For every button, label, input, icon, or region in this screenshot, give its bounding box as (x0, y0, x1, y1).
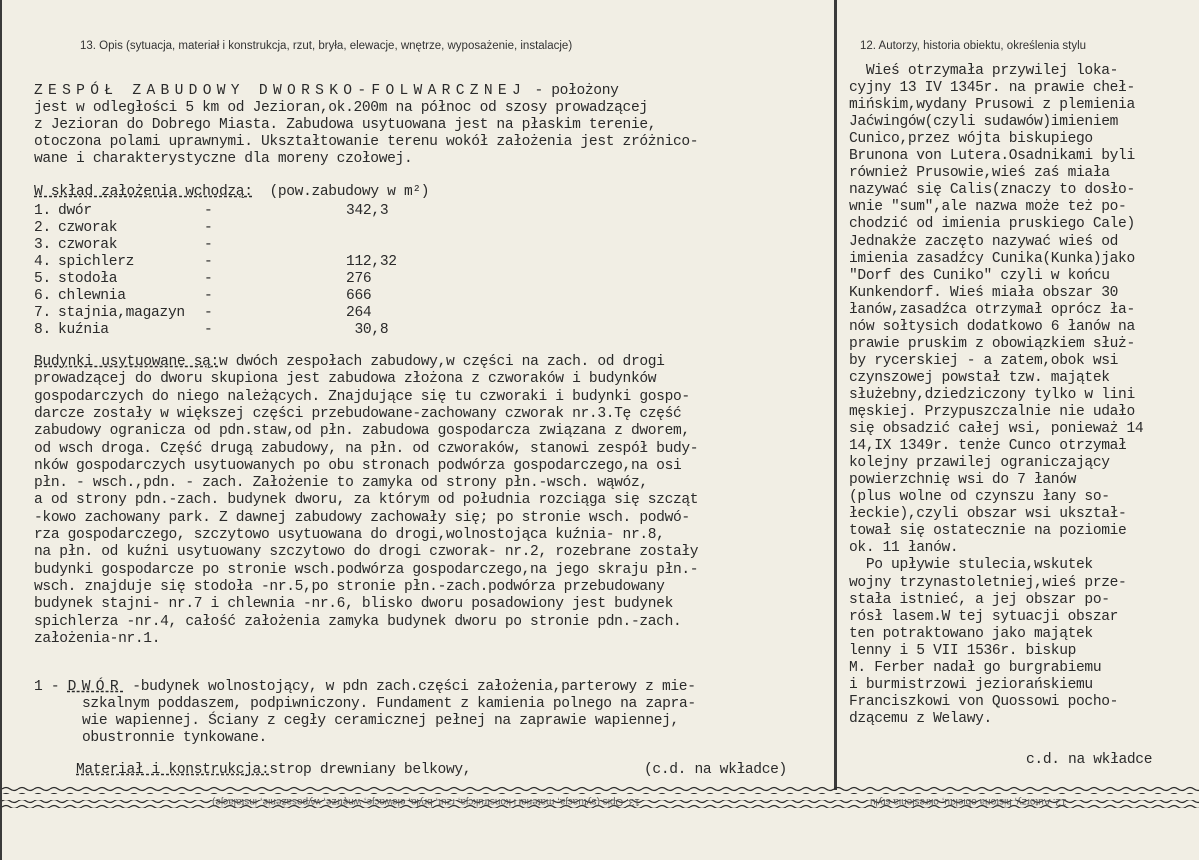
item-value: 666 (346, 288, 372, 304)
history-line: łeckie),czyli obszar wsi ukształ- (849, 506, 1127, 523)
history-line: Kunkendorf. Wieś miała obszar 30 (849, 284, 1119, 301)
dwor-title: DWÓR (67, 679, 124, 695)
dwor-line: wie wapiennej. Ściany z cegły ceramicznej pełnej na zaprawie wapiennej, (82, 713, 679, 729)
dwor-prefix: 1 - (34, 679, 68, 695)
item-num: 6. (34, 288, 51, 304)
buildings-first-line (34, 354, 665, 371)
right-continued-note: c.d. na wkładce (1026, 752, 1153, 768)
item-dash: - (204, 322, 213, 338)
intro-line: z Jezioran do Dobrego Miasta. Zabudowa usytuowana jest na płaskim terenie, (34, 117, 657, 133)
buildings-heading: Budynki usytuowane są: (34, 354, 219, 370)
item-value: 264 (346, 305, 372, 321)
dwor-line-0: -budynek wolnostojący, w pdn zach.części założenia,parterowy z mie- (123, 679, 696, 695)
intro-first-line (34, 83, 619, 100)
history-line: ten potraktowano jako majątek (849, 625, 1093, 642)
intro-line: wane i charakterystyczne dla moreny czołowej. (34, 151, 413, 167)
history-line: Jaćwingów(czyli sudawów)imieniem (849, 114, 1119, 131)
buildings-line: płn. - wsch.,pdn. - zach. Założenie to zamyka od strony płn.-wsch. wąwóz, (34, 475, 648, 492)
history-line: Cunico,przez wójta biskupiego (849, 131, 1093, 148)
history-line: łanów,zasadźca otrzymał oprócz ła- (849, 301, 1135, 318)
dwor-line: obustronnie tynkowane. (82, 730, 267, 746)
history-line: Brunona von Lutera.Osadnikami byli (849, 148, 1135, 165)
item-dash: - (204, 305, 213, 321)
intro-line: otoczona polami uprawnymi. Ukształtowanie terenu wokół założenia jest zróżnico- (34, 134, 699, 150)
item-name: stodoła (58, 271, 118, 287)
history-line: wnie "sum",ale nazwa może też po- (849, 199, 1127, 216)
buildings-line: budynki gospodarcze po stronie wsch.podwórza gospodarczego,na jego skraju płn.- (34, 561, 699, 578)
intro-line-0: - położony (526, 83, 619, 99)
history-line: się obsadzić całej wsi, ponieważ 14 (849, 421, 1144, 438)
history-line: M. Ferber nadał go burgrabiemu (849, 659, 1102, 676)
intro-line: jest w odległości 5 km od Jezioran,ok.200m na północ od szosy prowadzącej (34, 100, 648, 116)
history-line: 14,IX 1349r. tenże Cunco otrzymał (849, 438, 1127, 455)
item-value: 342,3 (346, 203, 389, 219)
history-line: prawie pruskim z obowiązkiem służ- (849, 335, 1135, 352)
history-line: dzącemu z Welawy. (849, 710, 992, 727)
buildings-line: budynek stajni- nr.7 i chlewnia -nr.6, blisko dworu posadowiony jest budynek (34, 596, 673, 613)
item-num: 1. (34, 203, 51, 219)
buildings-line: gospodarczych do niego należących. Znajdujące się tu czworaki i budynki gospo- (34, 388, 690, 405)
buildings-line: nków gospodarczych usytuowanych po obu stronach podwórza gospodarczego,na osi (34, 457, 682, 474)
item-name: kuźnia (58, 322, 109, 338)
history-line: Franciszkowi von Quossowi pocho- (849, 693, 1119, 710)
list-heading-row (34, 184, 429, 201)
history-line: nazywać się Calis(znaczy to dosło- (849, 182, 1135, 199)
history-line: nów sołtysich dodatkowo 6 łanów na (849, 318, 1135, 335)
history-line: również Prusowie,wieś zaś miała (849, 165, 1110, 182)
history-line: i burmistrzowi jeziorańskiemu (849, 676, 1093, 693)
buildings-line: na płn. od kuźni usytuowany szczytowo do drogi czworak- nr.2, rozebrane zostały (34, 544, 699, 561)
buildings-line: spichlerza -nr.4, całość założenia zamyka budynek dworu po stronie pdn.-zach. (34, 613, 682, 630)
item-value: 276 (346, 271, 372, 287)
item-name: dwór (58, 203, 92, 219)
history-line: (plus wolne od czynszu łany so- (849, 489, 1110, 506)
history-line: mińskim,wydany Prusowi z plemienia (849, 97, 1135, 114)
buildings-line: rza gospodarczego, szczytowo usytuowana do drogi,wolnostojąca kuźnia- nr.8, (34, 527, 665, 543)
history-line: wojny trzynastoletniej,wieś prze- (849, 574, 1127, 591)
item-name: spichlerz (58, 254, 135, 270)
history-line: tował się ostatecznie na poziomie (849, 523, 1127, 540)
history-line: kolejny przawilej ograniczający (849, 455, 1110, 472)
section-12-header: 12. Autorzy, historia obiektu, określenia stylu (860, 40, 1087, 52)
list-unit: (pow.zabudowy w m²) (269, 184, 430, 200)
mirrored-header-right: 12. Autorzy, historia obiektu, określenia stylu (870, 796, 1067, 807)
item-dash: - (204, 237, 213, 253)
item-name: chlewnia (58, 288, 126, 304)
dwor-line: szkalnym poddaszem, podpiwniczony. Fundament z kamienia polnego na zapra- (82, 696, 696, 712)
item-dash: - (204, 220, 213, 236)
item-num: 8. (34, 322, 51, 338)
section-13-header: 13. Opis (sytuacja, materiał i konstrukcja, rzut, bryła, elewacje, wnętrze, wyposażenie, instalacje) (80, 40, 573, 52)
item-dash: - (204, 203, 213, 219)
left-continued-note: (c.d. na wkładce) (644, 762, 787, 778)
history-line: czynszowej powstał tzw. majątek (849, 369, 1110, 386)
item-dash: - (204, 288, 213, 304)
history-line: Wieś otrzymała przywilej loka- (849, 63, 1119, 79)
history-line: rósł lasem.W tej sytuacji obszar (849, 608, 1119, 625)
history-line: "Dorf des Cuniko" czyli w końcu (849, 267, 1110, 284)
history-line: chodzić od imienia pruskiego Cale) (849, 216, 1135, 233)
buildings-line: założenia-nr.1. (34, 630, 161, 647)
item-name: czworak (58, 220, 118, 236)
history-line: lenny i 5 VII 1536r. biskup (849, 642, 1077, 659)
history-line: imienia zasadźcy Cunika(Kunka)jako (849, 250, 1135, 267)
history-line: męskiej. Przypuszczalnie nie udało (849, 404, 1135, 420)
column-divider (834, 0, 837, 790)
item-num: 7. (34, 305, 51, 321)
complex-title: ZESPÓŁ ZABUDOWY DWORSKO-FOLWARCZNEJ (34, 83, 527, 99)
buildings-line: od wsch droga. Część drugą zabudowy, na płn. od czworaków, stanowi zespół budy- (34, 440, 699, 457)
history-line: Jednakże zaczęto nazywać wieś od (849, 233, 1119, 250)
item-num: 2. (34, 220, 51, 236)
history-line: służebny,dziedziczony tylko w lini (849, 386, 1135, 403)
buildings-line: darcze zostały w większej części przebudowane-zachowany czworak nr.3.Tę część (34, 405, 682, 422)
buildings-line: zabudowy ogranicza od pdn.staw,od płn. zabudowa gospodarcza związana z dworem, (34, 423, 690, 440)
material-heading: Materiał i konstrukcja: (76, 762, 270, 778)
list-heading: W skład założenia wchodzą: (34, 184, 253, 200)
item-value: 112,32 (346, 254, 397, 270)
history-line: cyjny 13 IV 1345r. na prawie cheł- (849, 80, 1135, 97)
item-dash: - (204, 271, 213, 287)
mirrored-header-left: 13. Opis (sytuacja, materiał i konstrukcja, rzut, bryła, elewacje, wnętrze, wyposażenie, instalacje) (212, 796, 640, 807)
buildings-line: -kowo zachowany park. Z dawnej zabudowy zachowały się; po stronie wsch. podwó- (34, 509, 690, 526)
history-line: powierzchnię wsi do 7 łanów (849, 472, 1077, 489)
history-line: by rycerskiej - a zatem,obok wsi (849, 352, 1119, 369)
item-name: czworak (58, 237, 118, 253)
material-text: strop drewniany belkowy, (269, 762, 472, 778)
history-line: stała istnieć, a jej obszar po- (849, 591, 1110, 608)
item-num: 3. (34, 237, 51, 253)
item-value: 30,8 (346, 322, 389, 338)
buildings-line-0: w dwóch zespołach zabudowy,w części na zach. od drogi (218, 354, 665, 370)
material-row (76, 762, 471, 779)
item-dash: - (204, 254, 213, 270)
item-num: 4. (34, 254, 51, 270)
buildings-line: wsch. znajduje się stodoła -nr.5,po stronie płn.-zach.podwórza przebudowany (34, 578, 665, 595)
buildings-line: prowadzącej do dworu skupiona jest zabudowa złożona z czworaków i budynków (34, 371, 657, 388)
buildings-line: a od strony pdn.-zach. budynek dworu, za którym od południa rozciąga się szcząt (34, 492, 699, 509)
history-line: Po upływie stulecia,wskutek (849, 557, 1093, 574)
dwor-first-line (34, 679, 696, 696)
history-line: ok. 11 łanów. (849, 540, 959, 557)
item-num: 5. (34, 271, 51, 287)
item-name: stajnia,magazyn (58, 305, 185, 321)
